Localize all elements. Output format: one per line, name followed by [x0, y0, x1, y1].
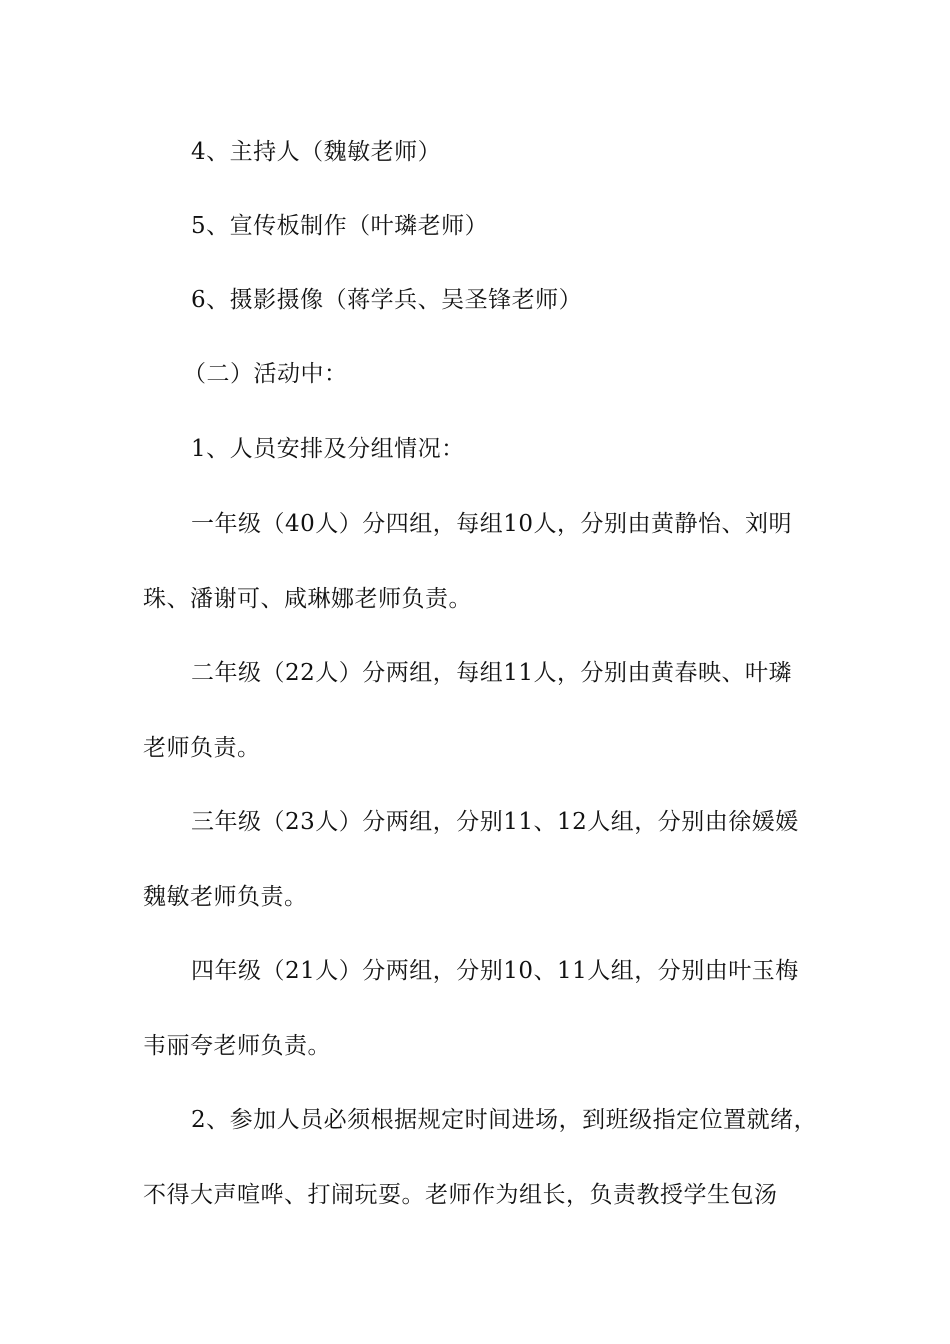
section-heading-during-activity: （二）活动中： — [183, 361, 348, 387]
paragraph-grade1-line2: 珠、潘谢可、咸琳娜老师负责。 — [143, 586, 472, 612]
paragraph-grade2-line2: 老师负责。 — [143, 735, 261, 761]
paragraph-grade1-line1: 一年级（40人）分四组，每组10人，分别由黄静怡、刘明 — [191, 511, 793, 537]
paragraph-grade4-line1: 四年级（21人）分两组，分别10、11人组，分别由叶玉梅 — [191, 958, 799, 984]
paragraph-grade3-line1: 三年级（23人）分两组，分别11、12人组，分别由徐媛媛 — [191, 809, 799, 835]
paragraph-grade3-line2: 魏敏老师负责。 — [143, 884, 308, 910]
paragraph-grade4-line2: 韦丽夸老师负责。 — [143, 1033, 331, 1059]
paragraph-grade2-line1: 二年级（22人）分两组，每组11人，分别由黄春映、叶璘 — [191, 660, 793, 686]
paragraph-rules-line1: 2、参加人员必须根据规定时间进场，到班级指定位置就绪， — [191, 1107, 818, 1133]
paragraph-rules-line2: 不得大声喧哗、打闹玩耍。老师作为组长，负责教授学生包汤 — [143, 1182, 778, 1208]
paragraph-staffing-heading: 1、人员安排及分组情况： — [191, 436, 465, 462]
paragraph-photo: 6、摄影摄像（蒋学兵、吴圣锋老师） — [191, 287, 583, 313]
paragraph-host: 4、主持人（魏敏老师） — [191, 139, 442, 165]
paragraph-board: 5、宣传板制作（叶璘老师） — [191, 213, 489, 239]
